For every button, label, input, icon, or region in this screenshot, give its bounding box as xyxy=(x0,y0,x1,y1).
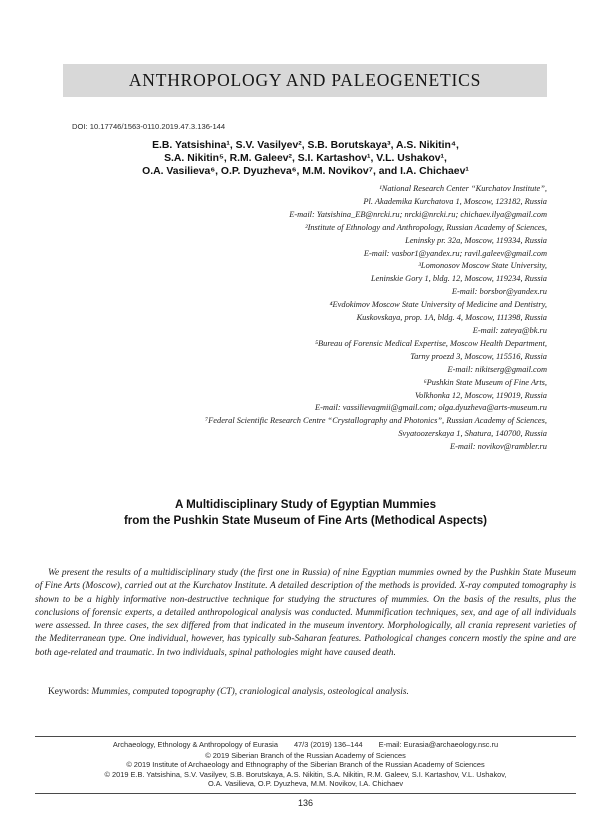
doi-line: DOI: 10.17746/1563-0110.2019.47.3.136-144 xyxy=(72,122,226,131)
affiliation-line: ⁴Evdokimov Moscow State University of Medicine and Dentistry, xyxy=(329,300,547,310)
journal-footer xyxy=(35,736,576,794)
journal-issue: 47/3 (2019) 136–144 xyxy=(293,740,363,749)
affiliation-line: Tarny proezd 3, Moscow, 115516, Russia xyxy=(410,351,547,361)
keywords-label: Keywords: xyxy=(48,687,90,697)
affiliation-line: ³Lomonosov Moscow State University, xyxy=(418,261,547,271)
copyright-line: O.A. Vasilieva, O.P. Dyuzheva, M.M. Novikov, I.A. Chichaev xyxy=(207,779,404,788)
copyright-line: © 2019 Siberian Branch of the Russian Academy of Sciences xyxy=(205,750,406,760)
affiliation-line: ⁵Bureau of Forensic Medical Expertise, Moscow Health Department, xyxy=(315,338,547,348)
copyright-line: © 2019 E.B. Yatsishina, S.V. Vasilyev, S.B. Borutskaya, A.S. Nikitin, S.A. Nikitin, R.M. Galeev, S.I. Kartashov, V.L. Ushakov, xyxy=(104,769,507,779)
affiliation-line: E-mail: vasbor1@yandex.ru; ravil.galeev@gmail.com xyxy=(363,248,547,258)
affiliation-line: E-mail: vassilievagmii@gmail.com; olga.dyuzheva@arts-museum.ru xyxy=(315,403,547,413)
section-banner xyxy=(63,64,547,97)
affiliation-line: E-mail: nikitserg@gmail.com xyxy=(447,364,547,374)
abstract-paragraph: We present the results of a multidisciplinary study (the first one in Russia) of nine Egyptian mummies owned by the Pushkin State Museum of Fine Arts (Moscow), carried out at the Kurchatov Institute. A detailed description of the methods is provided. X-ray computed tomography is shown to be a highly informative non-destructive technique for studying the structures of mummies. On the basis of the results, plus the conclusions of forensic experts, a detailed anthropological analysis was conducted. Mummification techniques, sex, and age of all individuals were assessed. In three cases, the sex differed from that indicated in the museum inventory. Morphologically, all crania represent varieties of the Mediterranean type. One individual, however, has typically sub-Saharan features. Pathological changes concern mostly the spine and are both age-related and traumatic. In two individuals, spinal pathologies might have caused death. xyxy=(35,568,576,658)
authors-block xyxy=(0,140,611,179)
affiliation-line: Volkhonka 12, Moscow, 119019, Russia xyxy=(414,390,547,400)
author-line: S.A. Nikitin⁵, R.M. Galeev², S.I. Kartashov¹, V.L. Ushakov¹, xyxy=(164,152,447,164)
affiliation-line: ⁷Federal Scientific Research Centre “Crystallography and Photonics”, Russian Academy of Sciences, xyxy=(205,416,547,426)
affiliation-line: Pl. Akademika Kurchatova 1, Moscow, 123182, Russia xyxy=(363,196,547,206)
affiliation-line: E-mail: novikov@rambler.ru xyxy=(449,442,547,452)
affiliation-line: Leninskie Gory 1, bldg. 12, Moscow, 119234, Russia xyxy=(370,274,547,284)
copyright-block xyxy=(35,751,576,789)
journal-name: Archaeology, Ethnology & Anthropology of Eurasia xyxy=(112,740,278,749)
affiliation-line: E-mail: Yatsishina_EB@nrcki.ru; nrcki@nrcki.ru; chichaev.ilya@gmail.com xyxy=(289,209,547,219)
keywords-line xyxy=(35,686,576,699)
affiliation-line: ⁶Pushkin State Museum of Fine Arts, xyxy=(423,377,547,387)
section-banner-title: ANTHROPOLOGY AND PALEOGENETICS xyxy=(128,70,482,90)
affiliation-line: ¹National Research Center “Kurchatov Institute”, xyxy=(379,184,547,193)
journal-email: E-mail: Eurasia@archaeology.nsc.ru xyxy=(378,740,499,749)
affiliation-line: E-mail: zateya@bk.ru xyxy=(472,325,547,335)
affiliation-line: Kuskovskaya, prop. 1A, bldg. 4, Moscow, 111398, Russia xyxy=(356,313,547,323)
affiliations-block xyxy=(77,183,547,454)
copyright-line: © 2019 Institute of Archaeology and Ethnography of the Siberian Branch of the Russian Academy of Sciences xyxy=(126,760,485,769)
article-title-line: from the Pushkin State Museum of Fine Arts (Methodical Aspects) xyxy=(123,513,488,527)
affiliation-line: Leninsky pr. 32a, Moscow, 119334, Russia xyxy=(405,235,547,245)
affiliation-line: Svyatoozerskaya 1, Shatura, 140700, Russia xyxy=(398,429,547,439)
article-title-line: A Multidisciplinary Study of Egyptian Mummies xyxy=(174,498,437,511)
page-number: 136 xyxy=(297,798,314,808)
author-line: O.A. Vasilieva⁶, O.P. Dyuzheva⁶, M.M. Novikov⁷, and I.A. Chichaev¹ xyxy=(142,165,469,177)
author-line: E.B. Yatsishina¹, S.V. Vasilyev², S.B. Borutskaya³, A.S. Nikitin⁴, xyxy=(152,140,459,151)
article-title xyxy=(0,497,611,528)
keywords-text: Mummies, computed topography (CT), craniological analysis, osteological analysis. xyxy=(89,687,409,697)
affiliation-line: ²Institute of Ethnology and Anthropology, Russian Academy of Sciences, xyxy=(305,222,547,232)
journal-info-line xyxy=(35,740,576,750)
affiliation-line: E-mail: borsbor@yandex.ru xyxy=(451,287,547,297)
